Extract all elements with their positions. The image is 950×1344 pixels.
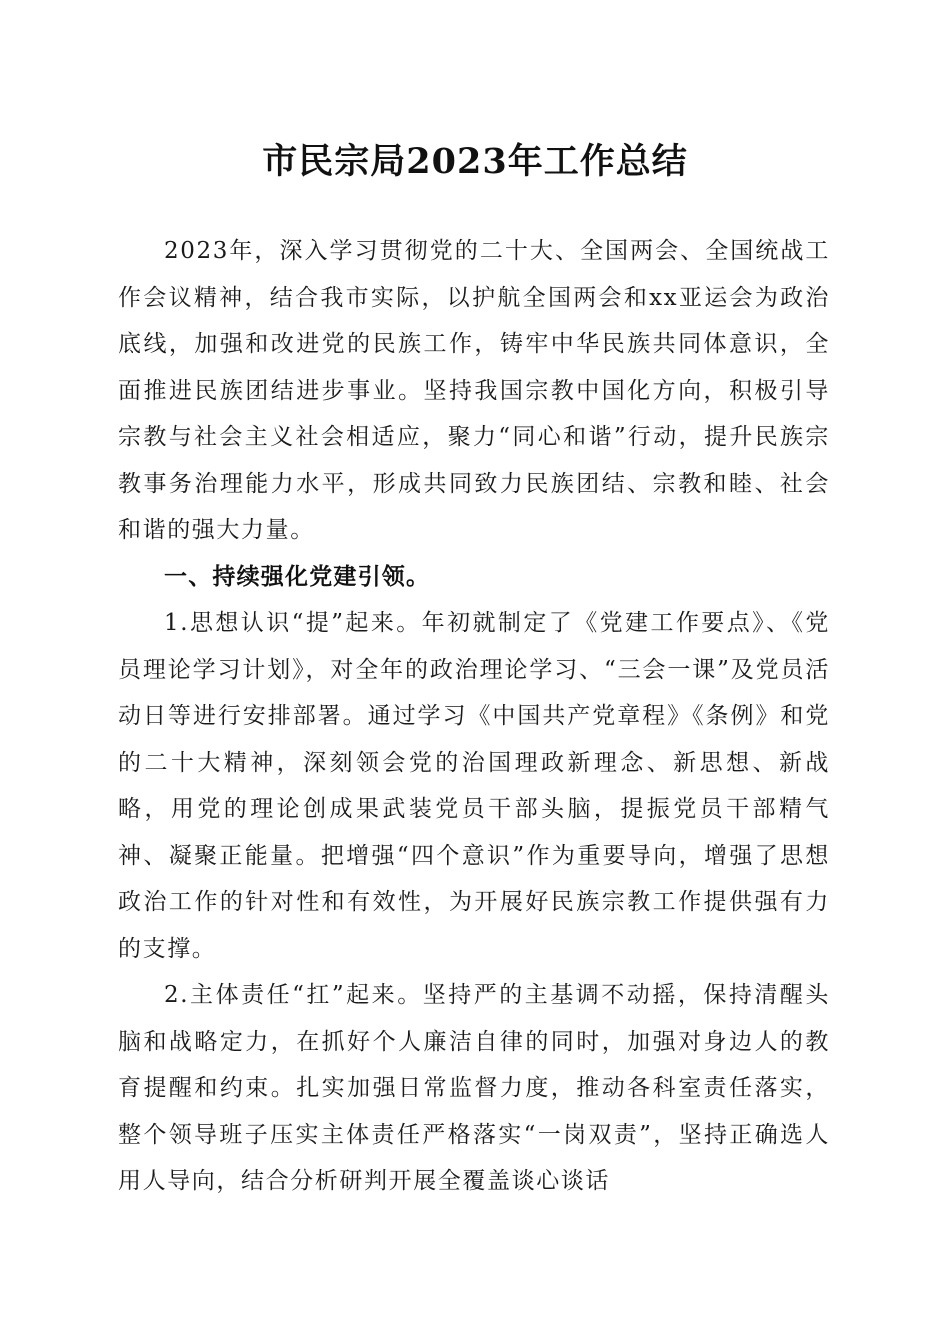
intro-paragraph: 2023年，深入学习贯彻党的二十大、全国两会、全国统战工作会议精神，结合我市实际，以护航全国两会和xx亚运会为政治底线，加强和改进党的民族工作，铸牢中华民族共同体意识，全面推进民族团结进步事业。坚持我国宗教中国化方向，积极引导宗教与社会主义社会相适应，聚力“同心和谐”行动，提升民族宗教事务治理能力水平，形成共同致力民族团结、宗教和睦、社会和谐的强大力量。 [118, 238, 830, 543]
body-paragraph: 1.思想认识“提”起来。年初就制定了《党建工作要点》、《党员理论学习计划》，对全年的政治理论学习、“三会一课”及党员活动日等进行安排部署。通过学习《中国共产党章程》《条例》和党的二十大精神，深刻领会党的治国理政新理念、新思想、新战略，用党的理论创成果武装党员干部头脑，提振党员干部精气神、凝聚正能量。把增强“四个意识”作为重要导向，增强了思想政治工作的针对性和有效性，为开展好民族宗教工作提供强有力的支撑。 [118, 610, 830, 962]
document-body [118, 228, 830, 1205]
document-title: 市民宗局2023年工作总结 [262, 141, 688, 182]
section-heading: 一、持续强化党建引领。 [164, 563, 431, 590]
body-paragraph: 2.主体责任“扛”起来。坚持严的主基调不动摇，保持清醒头脑和战略定力，在抓好个人廉洁自律的同时，加强对身边人的教育提醒和约束。扎实加强日常监督力度，推动各科室责任落实，整个领导班子压实主体责任严格落实“一岗双责”，坚持正确选人用人导向，结合分析研判开展全覆盖谈心谈话 [118, 982, 830, 1194]
